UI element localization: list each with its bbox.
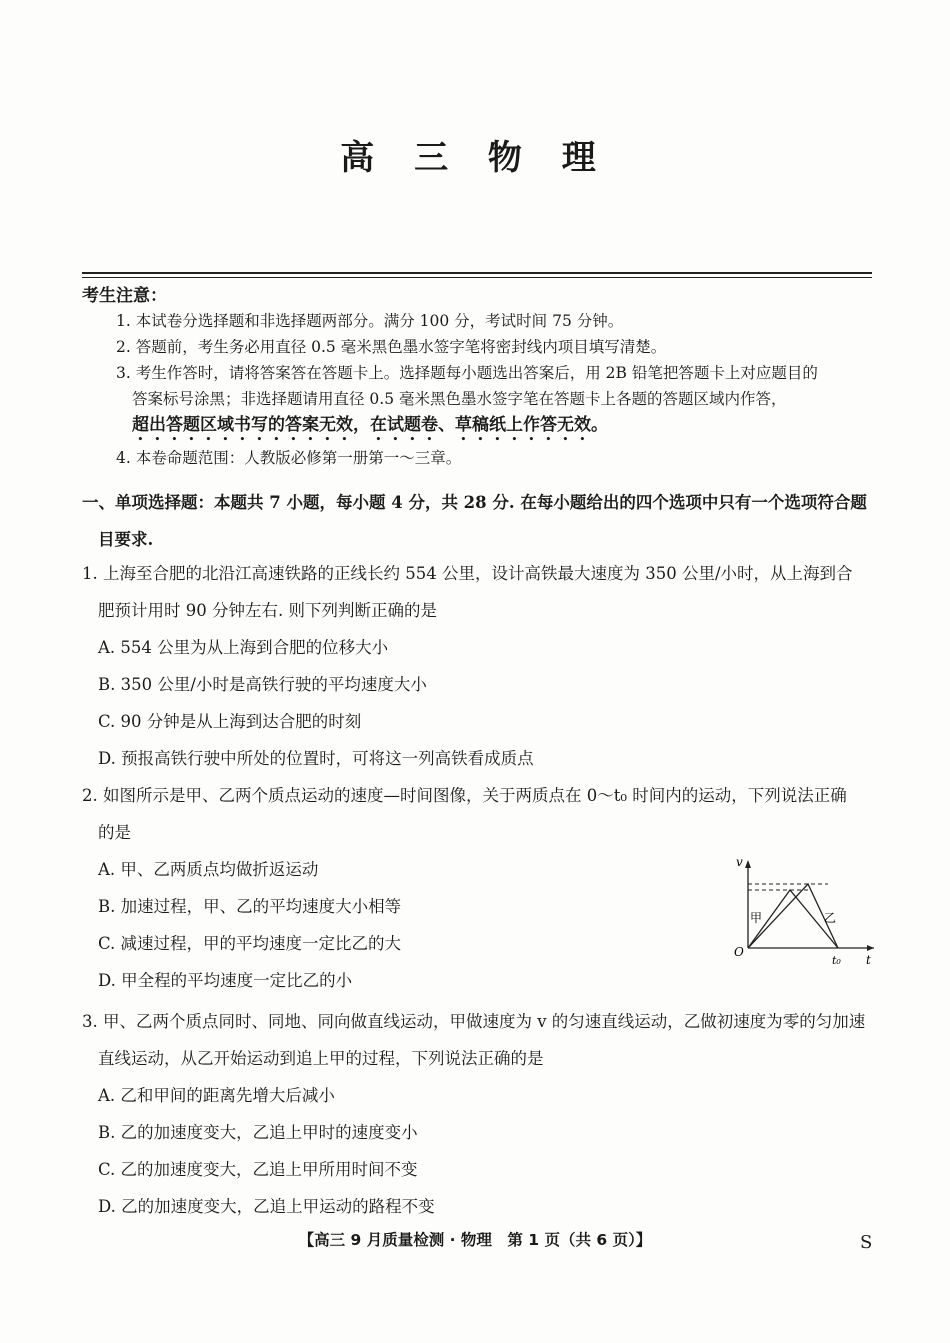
page-title: 高 三 物 理	[340, 138, 610, 178]
vt-graph-figure	[728, 852, 878, 972]
notice-heading: 考生注意：	[82, 286, 167, 306]
stem-line: 1. 上海至合肥的北沿江高速铁路的正线长约 554 公里，设计高铁最大速度为 350 公里/小时，从上海到合	[82, 564, 853, 583]
stem-line: 的是	[98, 823, 131, 842]
page-footer: 【高三 9 月质量检测 · 物理 第 1 页（共 6 页）】	[298, 1231, 652, 1249]
option-b: B. 加速过程，甲、乙的平均速度大小相等	[98, 897, 402, 916]
question-stem	[82, 1003, 882, 1077]
notice-item: 答案标号涂黑；非选择题请用直径 0.5 毫米黑色墨水签字笔在答题卡上各题的答题区域内作答，	[132, 390, 787, 408]
t-axis-arrow	[867, 945, 874, 951]
section-line: 目要求.	[98, 530, 154, 549]
label-v: v	[736, 855, 743, 869]
notice-item: 3. 考生作答时，请将答案答在答题卡上。选择题每小题选出答案后，用 2B 铅笔把答题卡上对应题目的	[116, 364, 818, 382]
question-stem	[82, 777, 882, 851]
label-yi: 乙	[824, 911, 837, 925]
emphasis-text: 超出答题区域书写的答案无效，在试题卷、草稿纸上作答无效。	[132, 415, 608, 435]
label-t0: t₀	[832, 954, 841, 967]
corner-mark: S	[860, 1232, 873, 1253]
label-jia: 甲	[750, 911, 763, 925]
notice-item: 4. 本卷命题范围：人教版必修第一册第一～三章。	[116, 449, 462, 467]
stem-line: 2. 如图所示是甲、乙两个质点运动的速度—时间图像，关于两质点在 0～t₀ 时间内的运动，下列说法正确	[82, 786, 847, 805]
option-c: C. 减速过程，甲的平均速度一定比乙的大	[98, 934, 402, 953]
option-c: C. 90 分钟是从上海到达合肥的时刻	[98, 712, 362, 731]
section-line: 一、单项选择题：本题共 7 小题，每小题 4 分，共 28 分. 在每小题给出的四个选项中只有一个选项符合题	[82, 493, 867, 512]
notice-item: 2. 答题前，考生务必用直径 0.5 毫米黑色墨水签字笔将密封线内项目填写清楚。	[116, 338, 667, 356]
notice-block	[82, 284, 877, 471]
option-a: A. 甲、乙两质点均做折返运动	[98, 860, 319, 879]
label-t: t	[866, 953, 871, 967]
question-stem	[82, 555, 882, 629]
notice-item: 1. 本试卷分选择题和非选择题两部分。满分 100 分，考试时间 75 分钟。	[116, 312, 624, 330]
option-d: D. 甲全程的平均速度一定比乙的小	[98, 971, 353, 990]
header-rule-thick	[82, 272, 872, 274]
option-b: B. 350 公里/小时是高铁行驶的平均速度大小	[98, 675, 427, 694]
notice-item-emphasis	[132, 412, 877, 445]
stem-line: 肥预计用时 90 分钟左右. 则下列判断正确的是	[98, 601, 437, 620]
option-a: A. 乙和甲间的距离先增大后减小	[98, 1086, 335, 1105]
label-origin: O	[734, 945, 744, 959]
section-heading	[82, 484, 882, 558]
stem-line: 直线运动，从乙开始运动到追上甲的过程，下列说法正确的是	[98, 1049, 544, 1068]
option-d: D. 预报高铁行驶中所处的位置时，可将这一列高铁看成质点	[98, 749, 534, 768]
option-c: C. 乙的加速度变大，乙追上甲所用时间不变	[98, 1160, 418, 1179]
option-d: D. 乙的加速度变大，乙追上甲运动的路程不变	[98, 1197, 435, 1216]
header-rule-thin	[82, 277, 872, 278]
v-axis-arrow	[745, 860, 751, 868]
option-a: A. 554 公里为从上海到合肥的位移大小	[98, 638, 389, 657]
option-b: B. 乙的加速度变大，乙追上甲时的速度变小	[98, 1123, 418, 1142]
question-1	[82, 555, 882, 777]
stem-line: 3. 甲、乙两个质点同时、同地、同向做直线运动，甲做速度为 v 的匀速直线运动，乙做初速度为零的匀加速	[82, 1012, 866, 1031]
question-3	[82, 1003, 882, 1225]
